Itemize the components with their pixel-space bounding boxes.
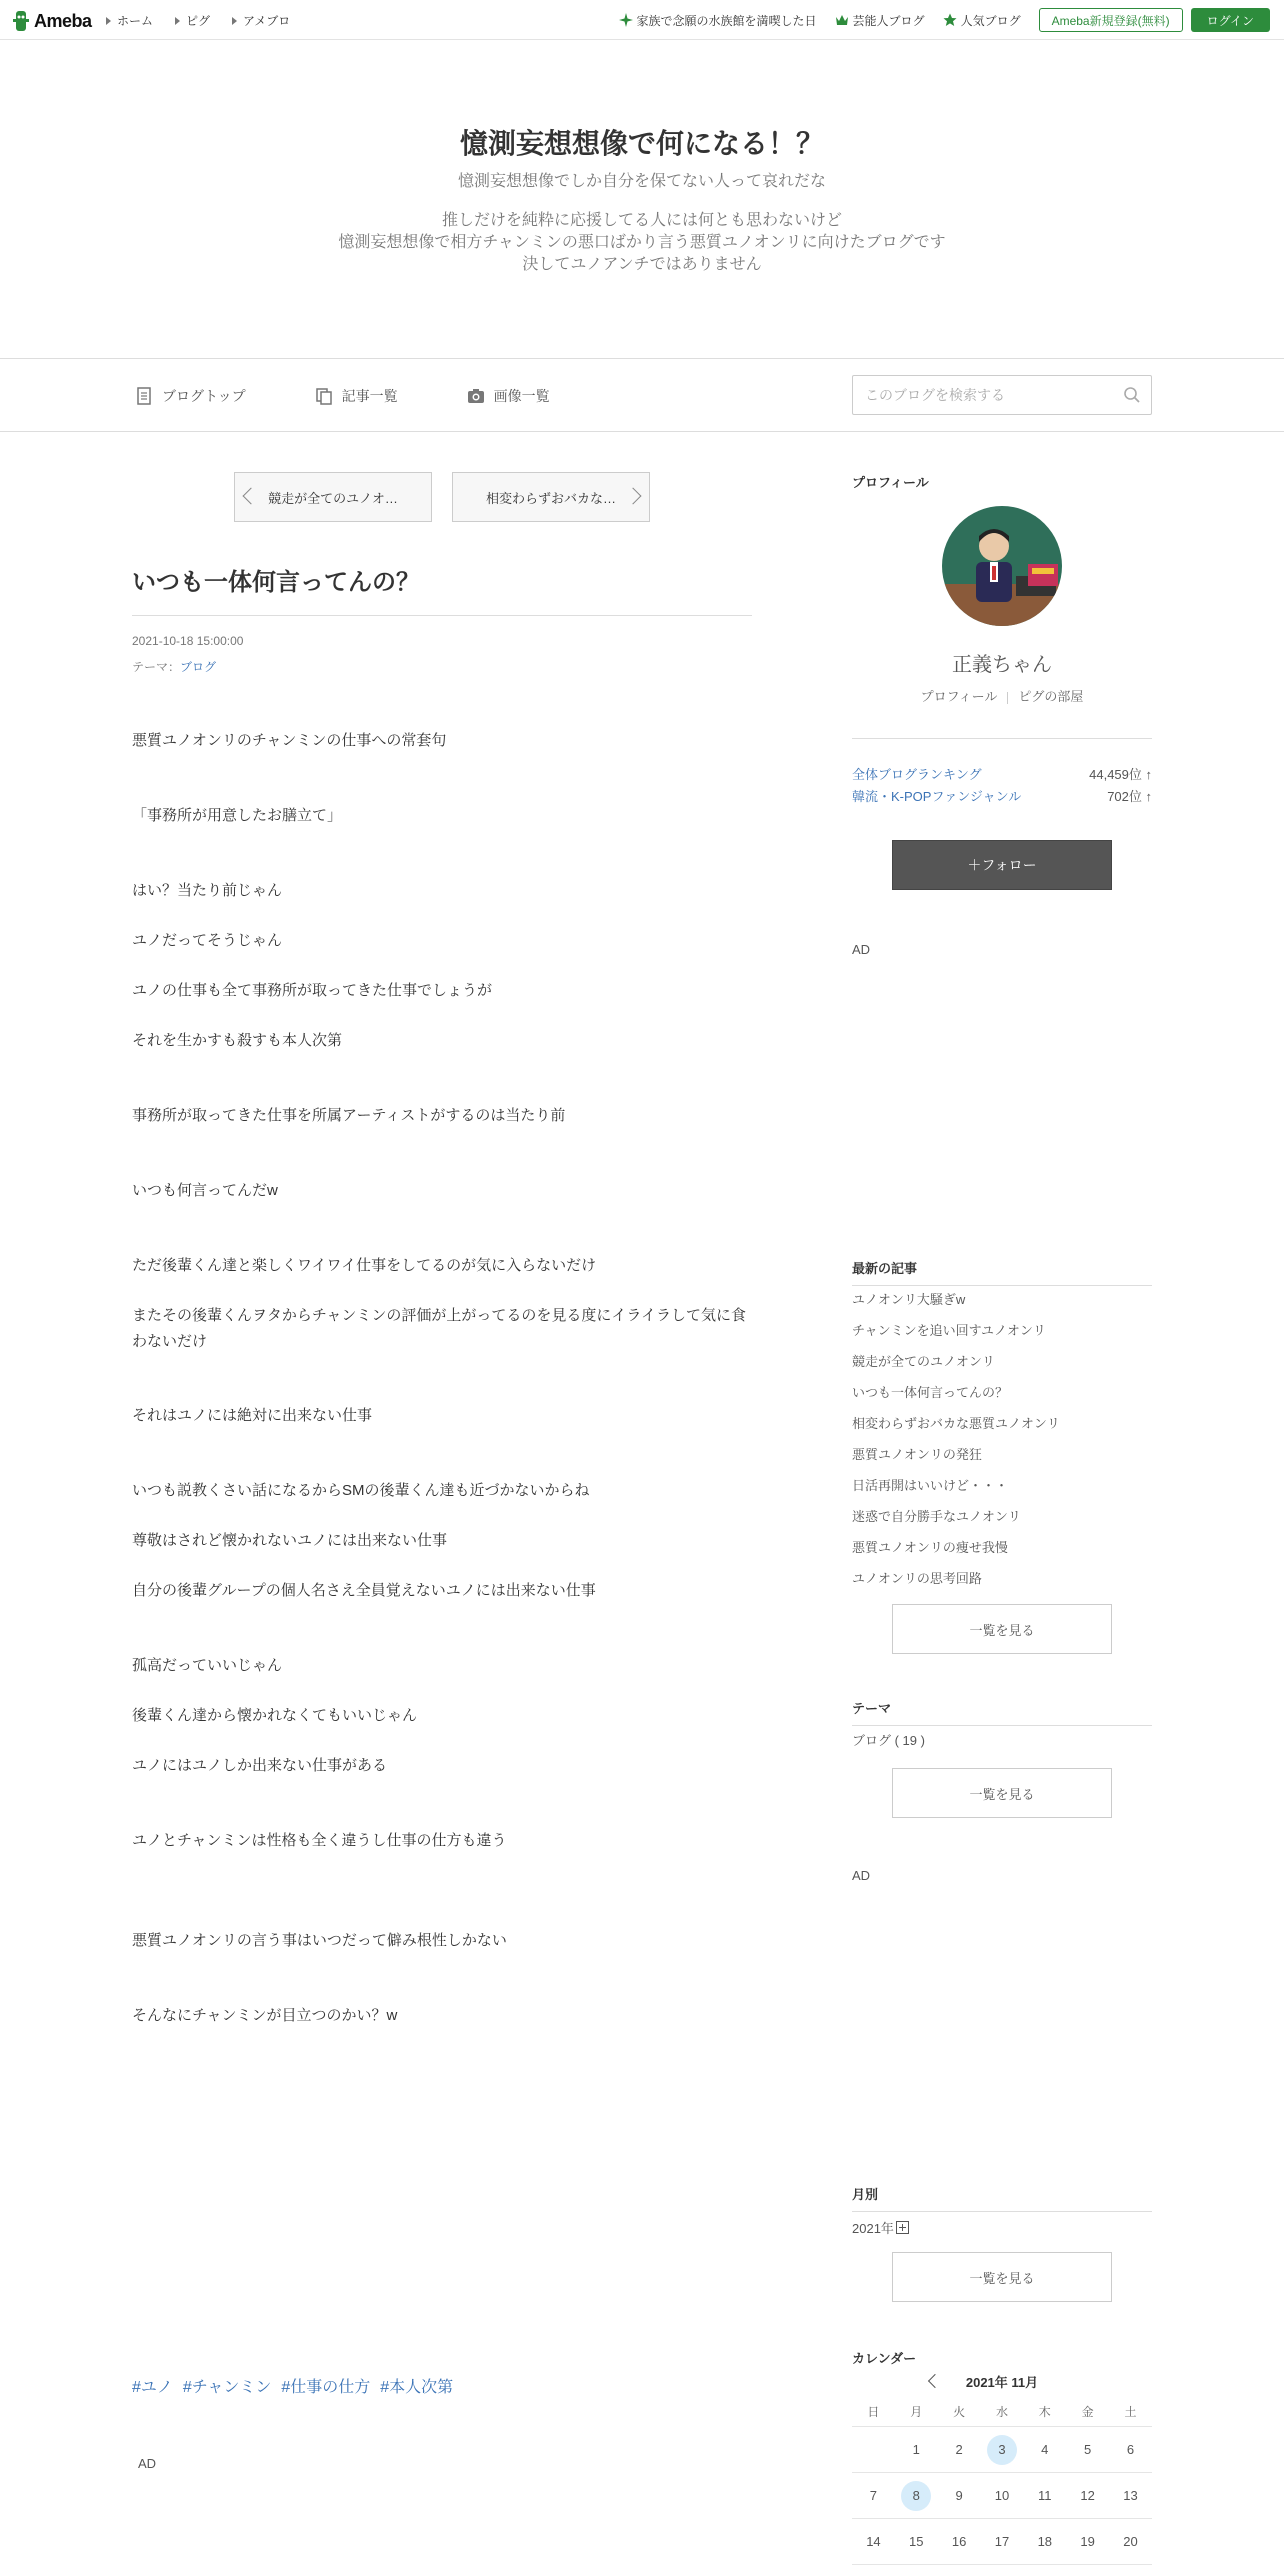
- calendar-day-cell: [1066, 2519, 1109, 2564]
- next-entry-button[interactable]: [452, 472, 650, 522]
- calendar-day: 19: [1080, 2533, 1095, 2549]
- nav-home[interactable]: [106, 12, 153, 29]
- entry-line: ユノの仕事も全て事務所が取ってきた仕事でしょうが: [132, 982, 493, 999]
- profile-name[interactable]: 正義ちゃん: [952, 654, 1052, 676]
- calendar-day-cell: [1023, 2519, 1066, 2564]
- recent-more-button[interactable]: 一覧を見る: [892, 1604, 1112, 1654]
- global-nav: [106, 12, 290, 29]
- calendar-day: 7: [869, 2487, 878, 2503]
- calendar-day: 13: [1123, 2487, 1138, 2503]
- hashtag-list: [132, 2374, 453, 2397]
- profile-links: [852, 686, 1152, 705]
- theme-heading: テーマ: [852, 1698, 1152, 1726]
- monthly-more-button[interactable]: 一覧を見る: [892, 2252, 1112, 2302]
- crown-icon: [835, 13, 849, 27]
- entry-line: 後輩くん達から懐かれなくてもいいじゃん: [132, 1707, 418, 1724]
- recent-entry-link[interactable]: ユノオンリ大騒ぎw: [852, 1292, 966, 1307]
- calendar-month: 2021年 11月: [965, 2375, 1039, 2390]
- entry-line: 「事務所が用意したお膳立て」: [132, 807, 343, 824]
- entry-line: いつも説教くさい話になるからSMの後輩くん達も近づかないからね: [132, 1482, 590, 1499]
- calendar-day-cell: [1109, 2473, 1152, 2518]
- theme-link[interactable]: ブログ ( 19 ): [852, 1733, 925, 1748]
- calendar-day-cell: [852, 2519, 895, 2564]
- nav-blog-top-label: ブログトップ: [162, 388, 246, 404]
- recent-entry-link[interactable]: チャンミンを追い回すユノオンリ: [852, 1323, 1046, 1338]
- calendar-day-cell: [1023, 2473, 1066, 2518]
- triangle-right-icon: [175, 17, 180, 25]
- calendar-day-link[interactable]: 8: [901, 2481, 931, 2511]
- next-entry-label: 相変わらずおバカな…: [485, 490, 616, 506]
- hashtag-link[interactable]: #本人次第: [380, 2379, 454, 2396]
- recent-entry-link[interactable]: 競走が全てのユノオンリ: [852, 1354, 995, 1369]
- nav-blog-top[interactable]: [134, 386, 246, 406]
- global-header: [0, 0, 1284, 40]
- profile-heading: プロフィール: [852, 475, 929, 490]
- ranking-value: 44,459位 ↑: [1089, 767, 1152, 782]
- entry-line: はい？当たり前じゃん: [132, 882, 283, 899]
- hashtag-link[interactable]: #仕事の仕方: [281, 2379, 371, 2396]
- camera-icon: [466, 386, 486, 406]
- recent-entries-list: [852, 1284, 1152, 1594]
- theme-prefix: テーマ：: [132, 660, 181, 674]
- nav-entry-list-label: 記事一覧: [341, 388, 398, 404]
- calendar-day: 2: [955, 2441, 963, 2457]
- nav-ameblo[interactable]: [232, 12, 290, 29]
- ameba-mascot-icon: [12, 9, 30, 33]
- calendar-week-row: [852, 2427, 1152, 2473]
- profile-avatar[interactable]: [942, 506, 1062, 626]
- calendar-day: 5: [1084, 2441, 1092, 2457]
- star-icon: [943, 13, 957, 27]
- weekday-label: 水: [995, 2404, 1008, 2419]
- sparkle-icon: [619, 13, 633, 27]
- entry-line: ユノとチャンミンは性格も全く違うし仕事の仕方も違う: [132, 1832, 507, 1849]
- entry-line: それを生かすも殺すも本人次第: [132, 1032, 343, 1049]
- featured-entry-link[interactable]: [619, 12, 817, 29]
- entry-line: ただ後輩くん達と楽しくワイワイ仕事をしてるのが気に入らないだけ: [132, 1257, 597, 1274]
- nav-image-list-label: 画像一覧: [493, 388, 550, 404]
- entry-line: ユノだってそうじゃん: [132, 932, 283, 949]
- ranking-label[interactable]: 全体ブログランキング: [852, 767, 982, 782]
- search-icon[interactable]: [1113, 376, 1151, 414]
- entry-line: 自分の後輩グループの個人名さえ全員覚えないユノには出来ない仕事: [132, 1582, 596, 1599]
- ad-label: AD: [852, 1868, 871, 1883]
- recent-entry-link[interactable]: 悪質ユノオンリの発狂: [852, 1447, 982, 1462]
- recent-entry-link[interactable]: 日活再開はいいけど・・・: [852, 1478, 1009, 1493]
- calendar-grid: [852, 2396, 1152, 2565]
- login-button[interactable]: ログイン: [1191, 8, 1270, 32]
- description-line: 憶測妄想想像で相方チャンミンの悪口ばかり言う悪質ユノオンリに向けたブログです: [338, 234, 946, 251]
- year-label: 2021年: [852, 2221, 894, 2236]
- entry-line: またその後輩くんヲタからチャンミンの評価が上がってるのを見る度にイライラして気に食わないだけ: [132, 1307, 746, 1350]
- entry-line: いつも何言ってんだw: [132, 1182, 278, 1199]
- theme-link[interactable]: ブログ: [180, 660, 217, 674]
- hashtag-link[interactable]: #チャンミン: [182, 2379, 272, 2396]
- global-header-right: [619, 8, 1270, 32]
- weekday-label: 日: [867, 2404, 880, 2419]
- chevron-left-icon: [243, 488, 260, 505]
- recent-entry-link[interactable]: 悪質ユノオンリの痩せ我慢: [852, 1540, 1008, 1555]
- ranking-row: [852, 786, 1152, 805]
- recent-entry-link[interactable]: 相変わらずおバカな悪質ユノオンリ: [852, 1416, 1060, 1431]
- calendar-day: 1: [912, 2441, 920, 2457]
- calendar-day-cell: [1066, 2473, 1109, 2518]
- popular-blog-label: 人気ブログ: [960, 13, 1021, 28]
- celebrity-blog-label: 芸能人ブログ: [852, 13, 925, 28]
- calendar-day: 10: [994, 2487, 1010, 2503]
- weekday-label: 火: [953, 2404, 966, 2419]
- entry-title: いつも一体何言ってんの？: [132, 562, 752, 616]
- calendar-week-row: [852, 2473, 1152, 2519]
- profile-link[interactable]: プロフィール: [920, 689, 998, 704]
- entry-line: それはユノには絶対に出来ない仕事: [132, 1407, 373, 1424]
- weekday-label: 金: [1081, 2404, 1094, 2419]
- entry-line: 事務所が取ってきた仕事を所属アーティストがするのは当たり前: [132, 1107, 566, 1124]
- monthly-heading: 月別: [852, 2184, 1152, 2212]
- calendar-day: 16: [951, 2533, 967, 2549]
- calendar-day-cell: [938, 2473, 981, 2518]
- entry-date: 2021-10-18 15:00:00: [132, 634, 244, 648]
- calendar-day-cell: [852, 2427, 895, 2472]
- calendar-day-cell: [1109, 2519, 1152, 2564]
- ranking-label[interactable]: 韓流・K-POPファンジャンル: [852, 789, 1022, 804]
- ranking-row: [852, 764, 1152, 783]
- calendar-body: [852, 2427, 1152, 2565]
- hashtag-link[interactable]: #ユノ: [132, 2379, 173, 2396]
- blog-title[interactable]: 憶測妄想想像で何になる！？: [459, 128, 824, 159]
- calendar-day-link[interactable]: 3: [987, 2435, 1017, 2465]
- theme-list: [852, 1725, 1152, 1756]
- calendar-heading: カレンダー: [852, 2351, 917, 2366]
- blog-search: [852, 375, 1152, 415]
- pig-room-link[interactable]: ピグの部屋: [1018, 689, 1084, 704]
- calendar-day: 14: [866, 2533, 881, 2549]
- calendar-day-cell: [895, 2473, 938, 2518]
- weekday-label: 月: [910, 2404, 923, 2419]
- document-icon: [134, 386, 154, 406]
- triangle-right-icon: [232, 17, 237, 25]
- ranking-value: 702位 ↑: [1107, 789, 1152, 804]
- description-line: 推しだけを純粋に応援してる人には何とも思わないけど: [441, 212, 842, 229]
- calendar-day-cell: [981, 2427, 1024, 2472]
- calendar-day-cell: [981, 2473, 1024, 2518]
- calendar-day: 11: [1038, 2487, 1052, 2503]
- calendar-day-cell: [938, 2519, 981, 2564]
- logo-text: Ameba: [34, 10, 92, 31]
- calendar-day: 17: [994, 2533, 1010, 2549]
- search-input[interactable]: [853, 376, 1113, 414]
- weekday-label: 土: [1124, 2404, 1137, 2419]
- divider: [1007, 692, 1008, 704]
- nav-label: ピグ: [186, 14, 211, 28]
- nav-label: アメブロ: [243, 14, 291, 28]
- ameba-logo[interactable]: [12, 8, 92, 34]
- register-button[interactable]: Ameba新規登録(無料): [1039, 8, 1183, 32]
- weekday-label: 木: [1038, 2404, 1051, 2419]
- entry-line: 孤高だっていいじゃん: [132, 1657, 283, 1674]
- ad-label: AD: [852, 942, 871, 957]
- entry-theme: [132, 658, 216, 675]
- theme-more-button[interactable]: 一覧を見る: [892, 1768, 1112, 1818]
- entry-line: ユノにはユノしか出来ない仕事がある: [132, 1757, 388, 1774]
- celebrity-blog-link[interactable]: [835, 12, 925, 29]
- calendar-day-cell: [895, 2427, 938, 2472]
- calendar-day: 20: [1123, 2533, 1138, 2549]
- follow-button[interactable]: ＋フォロー: [892, 840, 1112, 890]
- calendar-day-cell: [1023, 2427, 1066, 2472]
- recent-entry-link[interactable]: ユノオンリの思考回路: [852, 1571, 982, 1586]
- popular-blog-link[interactable]: [943, 12, 1021, 29]
- calendar-day-cell: [852, 2473, 895, 2518]
- entry-line: そんなにチャンミンが目立つのかい？w: [132, 2007, 398, 2024]
- description-line: 決してユノアンチではありません: [522, 256, 762, 273]
- featured-entry-label: 家族で念願の水族館を満喫した日: [636, 13, 817, 28]
- calendar-day: 9: [955, 2487, 963, 2503]
- prev-entry-button[interactable]: [234, 472, 432, 522]
- calendar-day-cell: [1109, 2427, 1152, 2472]
- blog-header: [0, 40, 1284, 358]
- prev-entry-label: 競走が全てのユノオ…: [268, 490, 398, 506]
- nav-label: ホーム: [117, 14, 154, 28]
- blog-nav: [0, 358, 1284, 432]
- entry-line: 尊敬はされど懐かれないユノには出来ない仕事: [132, 1532, 448, 1549]
- recent-entries-heading: 最新の記事: [852, 1258, 1152, 1286]
- recent-entry-link[interactable]: いつも一体何言ってんの？: [852, 1385, 1009, 1400]
- entry-line: 悪質ユノオンリの言う事はいつだって僻み根性しかない: [132, 1932, 507, 1949]
- calendar-day: 15: [909, 2533, 924, 2549]
- calendar-day: 4: [1041, 2441, 1049, 2457]
- calendar-day-cell: [1066, 2427, 1109, 2472]
- calendar-day: 6: [1126, 2441, 1135, 2457]
- expand-icon: [896, 2221, 909, 2234]
- nav-pig[interactable]: [175, 12, 210, 29]
- calendar-day-cell: [895, 2519, 938, 2564]
- year-toggle[interactable]: [852, 2218, 909, 2237]
- ad-label: AD: [138, 2456, 157, 2471]
- nav-entry-list[interactable]: [314, 386, 398, 406]
- copy-icon: [314, 386, 334, 406]
- entry-pager: [234, 472, 650, 522]
- calendar-week-row: [852, 2519, 1152, 2565]
- recent-entry-link[interactable]: 迷惑で自分勝手なユノオンリ: [852, 1509, 1021, 1524]
- chevron-right-icon: [625, 488, 642, 505]
- blog-description: [0, 210, 1284, 276]
- calendar-day-cell: [981, 2519, 1024, 2564]
- calendar-day: 12: [1080, 2487, 1095, 2503]
- entry-line: 悪質ユノオンリのチャンミンの仕事への常套句: [132, 732, 447, 749]
- triangle-right-icon: [106, 17, 111, 25]
- blog-subtitle: 憶測妄想想像でしか自分を保てない人って哀れだな: [457, 173, 826, 190]
- avatar-image: [942, 506, 1062, 626]
- calendar-day: 18: [1037, 2533, 1053, 2549]
- calendar-weekday-row: [852, 2396, 1152, 2427]
- divider: [852, 738, 1152, 739]
- calendar-day-cell: [938, 2427, 981, 2472]
- nav-image-list[interactable]: [466, 386, 550, 406]
